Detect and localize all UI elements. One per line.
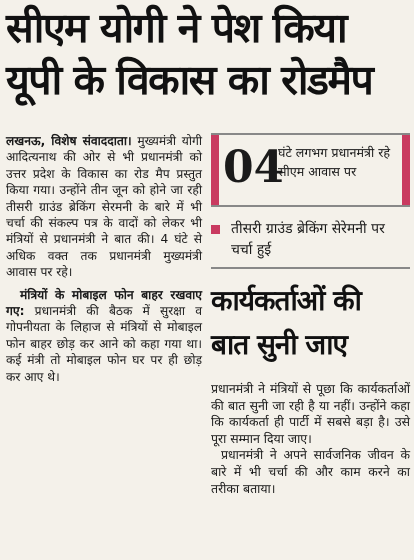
bullet-square-icon [211, 225, 220, 234]
accent-bar-left [211, 135, 219, 205]
headline-line-2: यूपी के विकास का रोडमैप [6, 56, 373, 104]
sub-headline-line-2: बात सुनी जाए [211, 328, 347, 361]
right-body [211, 381, 410, 497]
left-para-1-text: मुख्यमंत्री योगी आदित्यनाथ की ओर से भी प्रधानमंत्री को उत्तर प्रदेश के विकास का रोड मैप प्रस्तुत किया गया। उन्होंने तीन जून को होने जा रही तीसरी ग्राउंड ब्रेकिंग सेरमनी के बारे में भी चर्चा की संकल्प पत्र के वादों को लेकर भी मंत्रियों से प्रधानमंत्री ने बात की। 4 घंटे से अधिक वक्त तक प्रधानमंत्री मुख्यमंत्री आवास पर रहे। [6, 134, 202, 280]
fact-number: 04 [223, 142, 285, 193]
right-para-1: प्रधानमंत्री ने मंत्रियों से पूछा कि कार्यकर्ताओं की बात सुनी जा रही है या नहीं। उन्होंने कहा कि कार्यकर्ता ही पार्टी में सबसे बड़ा है। उसे पूरा सम्मान दिया जाए। [211, 381, 410, 446]
dateline: लखनऊ, विशेष संवाददाता। [6, 134, 132, 148]
fact-text: घंटे लगभग प्रधानमंत्री रहे सीएम आवास पर [278, 145, 391, 179]
left-para-1 [6, 133, 202, 281]
left-para-2 [6, 287, 202, 385]
bullet-box [211, 215, 410, 269]
headline-line-1: सीएम योगी ने पेश किया [6, 4, 347, 52]
left-column [6, 133, 202, 385]
right-column [211, 133, 410, 497]
headline [6, 2, 410, 106]
right-para-2: प्रधानमंत्री ने अपने सार्वजनिक जीवन के बारे में भी चर्चा की और काम करने का तरीका बताया। [211, 447, 410, 496]
fact-box [211, 133, 410, 207]
left-para-2-text: प्रधानमंत्री की बैठक में सुरक्षा व गोपनीयता के लिहाज से मंत्रियों से मोबाइल फोन बाहर छोड़ कर आने को कहा गया था। कई मंत्री तो मोबाइल फोन घर पर ही छोड़ कर आए थे। [6, 304, 203, 384]
accent-bar-right [402, 135, 410, 205]
bullet-text: तीसरी ग्राउंड ब्रेकिंग सेरेमनी पर चर्चा हुई [231, 221, 385, 258]
left-subhead: मंत्रियों के मोबाइल फोन बाहर रखवाए गए: [6, 287, 202, 319]
sub-headline [211, 279, 410, 367]
sub-headline-line-1: कार्यकर्ताओं की [211, 284, 361, 317]
